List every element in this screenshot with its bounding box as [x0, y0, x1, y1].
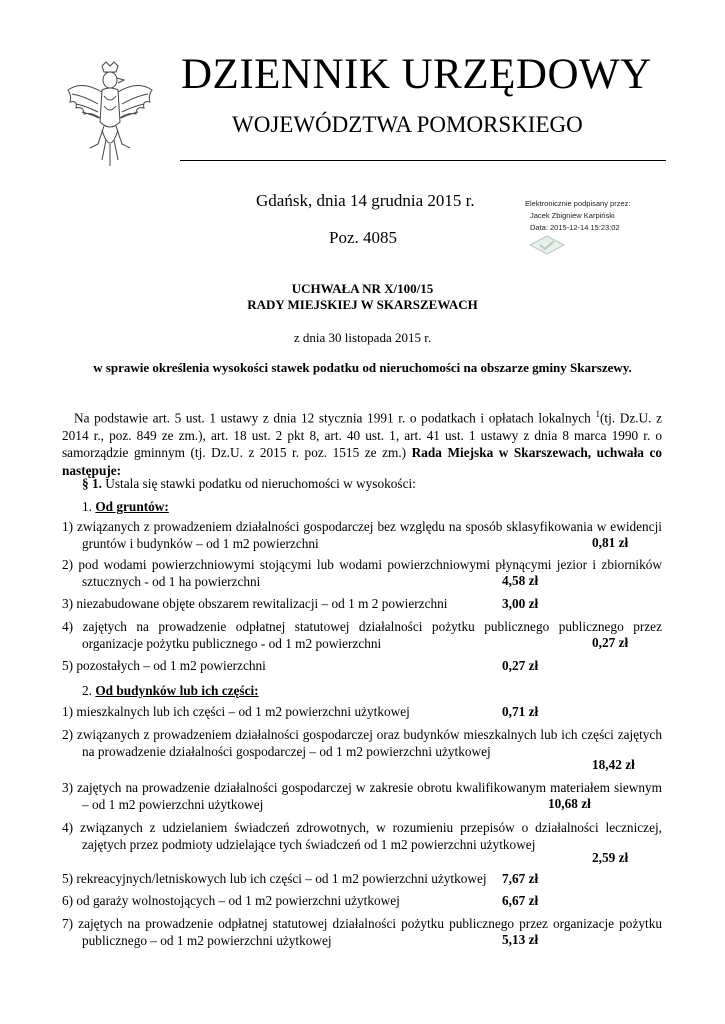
section-1-title: Od gruntów: — [95, 499, 169, 514]
list-item — [62, 557, 662, 590]
item-text: 1) związanych z prowadzeniem działalności gospodarczej bez względu na sposób sklasyfikowania w ewidencji gruntów i budynków – od 1 m2 powierzchni — [62, 519, 662, 551]
paragraph-text: Ustala się stawki podatku od nieruchomości w wysokości: — [101, 476, 416, 491]
item-amount: 18,42 zł — [592, 757, 635, 772]
section-1-number: 1. — [82, 499, 92, 514]
list-item — [62, 916, 662, 949]
item-amount: 0,27 zł — [592, 635, 629, 650]
list-item — [62, 704, 662, 721]
header-divider — [180, 160, 666, 161]
item-text: 4) związanych z udzielaniem świadczeń zdrowotnych, w rozumieniu przepisów o działalności leczniczej, zajętych przez podmioty udzielające tych świadczeń od 1 m2 powierzchni użytkowej — [62, 820, 662, 852]
position-number: Poz. 4085 — [329, 228, 397, 247]
list-item — [62, 871, 662, 888]
resolution-subject: w sprawie określenia wysokości stawek podatku od nieruchomości na obszarze gminy Skarszewy. — [93, 360, 632, 375]
item-amount: 7,67 zł — [502, 871, 539, 886]
item-text: 6) od garaży wolnostojących – od 1 m2 powierzchni użytkowej — [62, 893, 400, 908]
preamble-decision: Rada Miejska w Skarszewach, uchwała co następuje: — [62, 445, 663, 478]
item-amount: 3,00 zł — [502, 596, 539, 611]
footnote-mark: 1 — [595, 409, 600, 419]
section-2-number: 2. — [82, 683, 92, 698]
resolution-date: z dnia 30 listopada 2015 r. — [293, 330, 432, 345]
signature-label: Elektronicznie podpisany przez: — [525, 199, 631, 208]
list-item — [62, 596, 662, 613]
item-amount: 5,13 zł — [502, 932, 539, 947]
item-text: 7) zajętych na prowadzenie odpłatnej statutowej działalności pożytku publicznego przez organizacje pożytku publicznego – od 1 m2 powierzchni użytkowej — [62, 916, 662, 948]
item-amount: 4,58 zł — [502, 573, 539, 588]
item-text: 4) zajętych na prowadzenie odpłatnej statutowej działalności pożytku publicznego publicznego przez organizacje pożytku publicznego - od 1 m2 powierzchni — [62, 619, 662, 651]
item-amount: 0,27 zł — [502, 658, 539, 673]
section-1-heading — [82, 499, 169, 515]
journal-subtitle: WOJEWÓDZTWA POMORSKIEGO — [232, 112, 583, 137]
item-amount: 0,71 zł — [502, 704, 539, 719]
resolution-header — [0, 281, 725, 313]
journal-title: DZIENNIK URZĘDOWY — [181, 51, 652, 98]
item-text: 3) zajętych na prowadzenie działalności gospodarczej w zakresie obrotu kwalifikowanym materiałem siewnym – od 1 m2 powierzchni użytkowej — [62, 780, 662, 812]
item-text: 2) związanych z prowadzeniem działalności gospodarczej oraz budynków mieszkalnych lub ich części zajętych na prowadzenie działalności gospodarczej – od 1 m2 powierzchni użytkowej — [62, 727, 662, 759]
resolution-council: RADY MIEJSKIEJ W SKARSZEWACH — [247, 297, 478, 312]
item-amount: 2,59 zł — [592, 850, 629, 865]
signature-signer: Jacek Zbigniew Karpiński — [530, 211, 615, 220]
item-text: 3) niezabudowane objęte obszarem rewitalizacji – od 1 m 2 powierzchni — [62, 596, 448, 611]
section-2-title: Od budynków lub ich części: — [95, 683, 259, 698]
preamble-text-2: (tj. Dz.U. z 2014 r., poz. 849 ze zm.), art. 18 ust. 2 pkt 8, art. 40 ust. 1, art. 41 ust. 1 ustawy z dnia 8 marca 1990 r. o samorządzie gminnym (tj. Dz.U. z 2015 r. poz. 1515 ze zm.) — [62, 410, 663, 461]
preamble-text: Na podstawie art. 5 ust. 1 ustawy z dnia 12 stycznia 1991 r. o podatkach i opłatach lokalnych — [74, 410, 596, 426]
item-amount: 6,67 zł — [502, 893, 539, 908]
signature-check-icon — [528, 234, 566, 256]
signature-date: Data: 2015-12-14 15:23:02 — [530, 223, 620, 232]
list-item — [62, 780, 662, 813]
issue-date: Gdańsk, dnia 14 grudnia 2015 r. — [256, 191, 475, 210]
list-item — [62, 658, 662, 675]
paragraph-mark: § 1. — [82, 476, 102, 491]
list-item — [62, 820, 662, 865]
item-amount: 10,68 zł — [548, 796, 591, 811]
preamble — [62, 406, 662, 479]
resolution-number: UCHWAŁA NR X/100/15 — [291, 281, 434, 296]
section-2-heading — [82, 683, 259, 699]
item-text: 5) pozostałych – od 1 m2 powierzchni — [62, 658, 266, 673]
item-text: 2) pod wodami powierzchniowymi stojącymi lub wodami powierzchniowymi płynącymi jezior i zbiorników sztucznych - od 1 ha powierzchni — [62, 557, 662, 589]
list-item — [62, 519, 662, 552]
paragraph-1 — [82, 476, 416, 492]
list-item — [62, 619, 662, 652]
eagle-emblem — [62, 60, 158, 172]
list-item — [62, 727, 662, 772]
list-item — [62, 893, 662, 910]
e-signature-block — [525, 198, 630, 234]
item-amount: 0,81 zł — [592, 535, 629, 550]
item-text: 1) mieszkalnych lub ich części – od 1 m2 powierzchni użytkowej — [62, 704, 410, 719]
item-text: 5) rekreacyjnych/letniskowych lub ich części – od 1 m2 powierzchni użytkowej — [62, 871, 487, 886]
